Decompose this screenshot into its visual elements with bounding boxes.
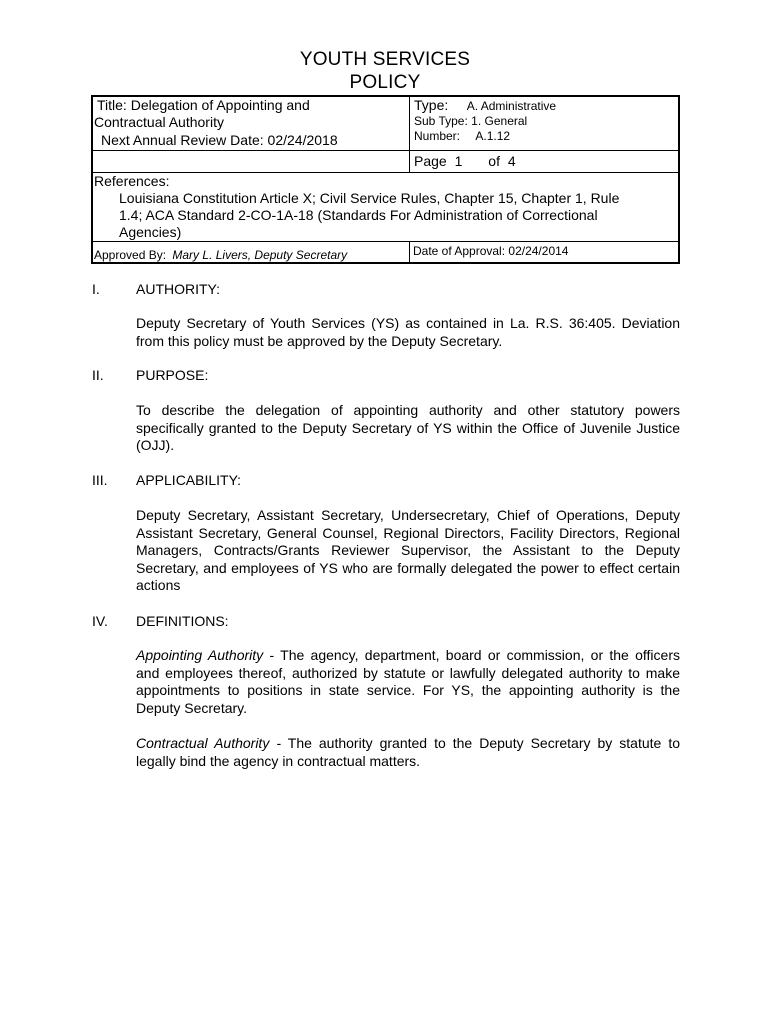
approved-by-value: Mary L. Livers, Deputy Secretary [172,248,348,262]
definition-text: The agency, department, board or commission, or the officers and employees thereof, authorized by statute or lawfully delegated authority to make appointments to positions in state service. For YS, the appointing authority is the Deputy Secretary. [136,647,680,716]
box-divider-title [92,150,410,151]
definition-contractual-authority [136,735,680,770]
approval-date-value: 02/24/2014 [508,244,569,258]
review-date-row [101,132,338,148]
definition-text: The authority granted to the Deputy Secretary by statute to legally bind the agency in contractual matters. [136,735,681,769]
type-row [414,97,556,115]
subtype-value: 1. General [471,114,528,128]
policy-title-line-1 [97,97,310,113]
number-label: Number: [414,129,461,143]
box-divider-vertical-bottom [409,241,410,263]
box-divider-vertical-top [409,96,410,173]
page-count-row [414,153,516,169]
box-divider-references [92,172,679,173]
section-applicability-body: Deputy Secretary, Assistant Secretary, Undersecretary, Chief of Operations, Deputy Assistant Secretary, General Counsel, Regional Directors, Facility Directors, Regional Managers, Contracts/Grants Reviewer Supervisor, the Assistant to the Deputy Secretary, and employees of YS who are formally delegated the power to effect certain actions [136,507,680,593]
of-label: of [488,153,500,169]
title-value: Delegation of Appointing and [130,97,310,113]
approved-by-row [94,248,347,262]
references-line-1: Louisiana Constitution Article X; Civil Service Rules, Chapter 15, Chapter 1, Rule [119,190,620,206]
page-value: 1 [454,153,463,169]
section-applicability-number: III. [92,472,108,488]
of-value: 4 [507,153,516,169]
definition-separator [281,735,288,751]
title-label: Title: [97,97,127,113]
page-label: Page [414,153,447,169]
box-divider-number [409,150,679,151]
page-title-line-1: YOUTH SERVICES [299,49,471,70]
type-label: Type: [414,97,449,113]
number-row [414,129,510,143]
section-purpose-body: To describe the delegation of appointing authority and other statutory powers specifically granted to the Deputy Secretary of YS within the Office of Juvenile Justice (OJJ). [136,402,680,453]
definition-term: Contractual Authority - [136,735,281,751]
review-date-label: Next Annual Review Date: [101,132,264,148]
section-authority-heading: AUTHORITY: [136,281,221,297]
approval-date-label: Date of Approval: [413,244,506,258]
section-definitions-heading: DEFINITIONS: [136,613,229,629]
section-definitions-number: IV. [92,613,108,629]
approved-by-label: Approved By: [94,248,167,262]
section-purpose-heading: PURPOSE: [136,367,209,383]
approval-date-row [413,244,568,258]
references-line-3: Agencies) [119,224,182,240]
page-title-line-2: POLICY [349,72,421,93]
section-authority-number: I. [92,281,100,297]
definition-term: Appointing Authority [136,647,264,663]
definition-appointing-authority [136,647,680,717]
definition-separator: - [263,647,281,663]
number-value: A.1.12 [475,129,511,143]
references-line-2: 1.4; ACA Standard 2-CO-1A-18 (Standards For Administration of Correctional [119,207,598,223]
subtype-row [414,114,527,128]
policy-title-line-2: Contractual Authority [94,114,224,130]
review-date-value: 02/24/2018 [267,132,338,148]
section-authority-body: Deputy Secretary of Youth Services (YS) as contained in La. R.S. 36:405. Deviation from this policy must be approved by the Deputy Secretary. [136,315,680,349]
references-label: References: [94,173,170,189]
type-value: A. Administrative [466,99,557,113]
box-divider-approval [92,241,679,242]
subtype-label: Sub Type: [414,114,468,128]
section-purpose-number: II. [92,367,104,383]
section-applicability-heading: APPLICABILITY: [136,472,242,488]
